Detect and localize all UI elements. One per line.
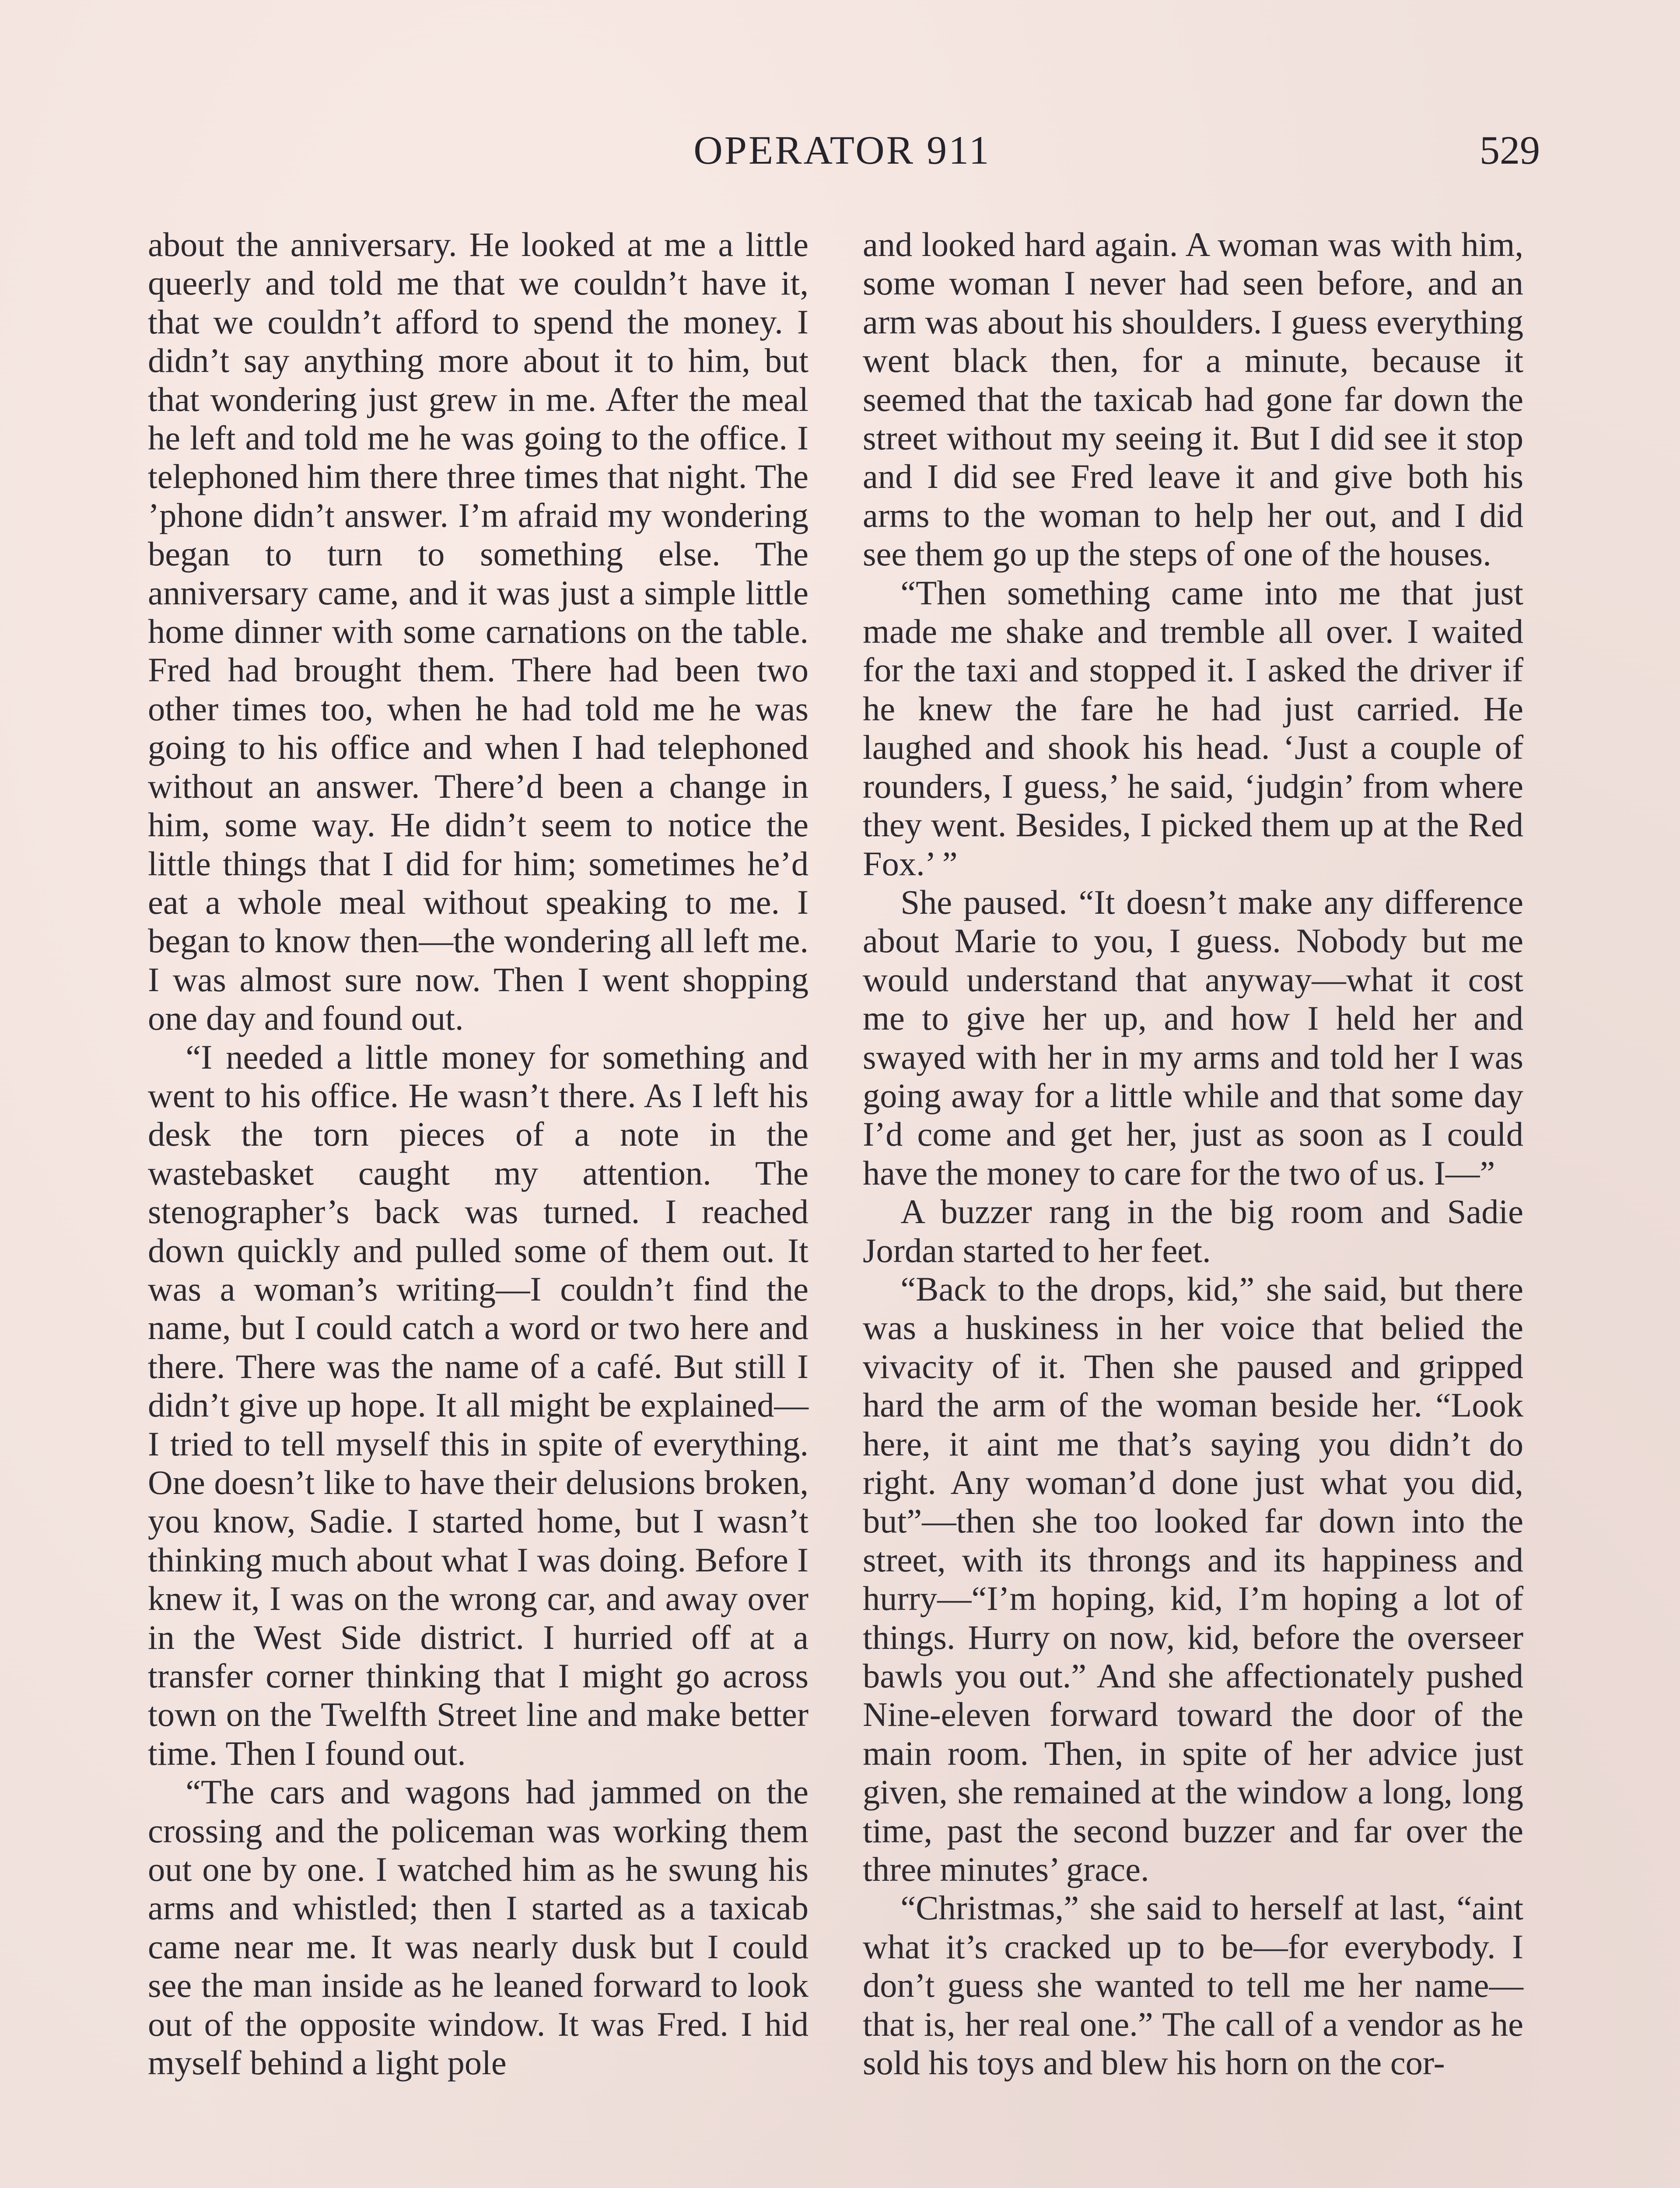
running-header: [144, 127, 1540, 188]
paragraph: “The cars and wagons had jammed on the crossing and the policeman was working them out one by one. I watched him as he swung his arms and whistled; then I started as a taxicab came near me. It was nearly dusk but I could see the man inside as he leaned forward to look out of the opposite window. It was Fred. I hid myself behind a light pole: [148, 1773, 808, 2082]
page-number: 529: [1480, 128, 1540, 172]
paragraph: “I needed a little money for something and went to his office. He wasn’t there. As I left his desk the torn pieces of a note in the wastebasket caught my attention. The stenographer’s back was turned. I reached down quickly and pulled some of them out. It was a woman’s writing—I couldn’t find the name, but I could catch a word or two here and there. There was the name of a café. But still I didn’t give up hope. It all might be explained—I tried to tell myself this in spite of everything. One doesn’t like to have their delusions broken, you know, Sadie. I started home, but I wasn’t thinking much about what I was doing. Before I knew it, I was on the wrong car, and away over in the West Side district. I hurried off at a transfer corner thinking that I might go across town on the Twelfth Street line and make better time. Then I found out.: [148, 1038, 808, 1772]
paragraph: A buzzer rang in the big room and Sadie Jordan started to her feet.: [863, 1192, 1523, 1269]
paragraph: “Back to the drops, kid,” she said, but there was a huskiness in her voice that belied the vivacity of it. Then she paused and gripped hard the arm of the woman beside her. “Look here, it aint me that’s saying you didn’t do right. Any woman’d done just what you did, but”—then she too looked far down into the street, with its throngs and its happiness and hurry—“I’m hoping, kid, I’m hoping a lot of things. Hurry on now, kid, before the overseer bawls you out.” And she affectionately pushed Nine-eleven forward toward the door of the main room. Then, in spite of her advice just given, she remained at the window a long, long time, past the second buzzer and far over the three minutes’ grace.: [863, 1269, 1523, 1889]
paragraph: “Christmas,” she said to herself at last, “aint what it’s cracked up to be—for everybody. I don’t guess she wanted to tell me her name—that is, her real one.” The call of a vendor as he sold his toys and blew his horn on the cor-: [863, 1889, 1523, 2082]
paragraph: She paused. “It doesn’t make any difference about Marie to you, I guess. Nobody but me would understand that anyway—what it cost me to give her up, and how I held her and swayed with her in my arms and told her I was going away for a little while and that some day I’d come and get her, just as soon as I could have the money to care for the two of us. I—”: [863, 883, 1523, 1192]
paragraph: and looked hard again. A woman was with him, some woman I never had seen before, and an arm was about his shoulders. I guess everything went black then, for a minute, because it seemed that the taxicab had gone far down the street without my seeing it. But I did see it stop and I did see Fred leave it and give both his arms to the woman to help her out, and I did see them go up the steps of one of the houses.: [863, 225, 1523, 573]
story-title: OPERATOR 911: [693, 128, 991, 172]
paragraph: about the anniversary. He looked at me a little queerly and told me that we couldn’t have it, that we couldn’t afford to spend the money. I didn’t say anything more about it to him, but that wondering just grew in me. After the meal he left and told me he was going to the office. I telephoned him there three times that night. The ’phone didn’t answer. I’m afraid my wondering began to turn to something else. The anniversary came, and it was just a simple little home dinner with some carnations on the table. Fred had brought them. There had been two other times too, when he had told me he was going to his office and when I had telephoned without an answer. There’d been a change in him, some way. He didn’t seem to notice the little things that I did for him; sometimes he’d eat a whole meal without speaking to me. I began to know then—the wondering all left me. I was almost sure now. Then I went shopping one day and found out.: [148, 225, 808, 1038]
right-text-column: [863, 225, 1523, 2083]
left-text-column: [148, 225, 808, 2083]
paragraph: “Then something came into me that just made me shake and tremble all over. I waited for the taxi and stopped it. I asked the driver if he knew the fare he had just carried. He laughed and shook his head. ‘Just a couple of rounders, I guess,’ he said, ‘judgin’ from where they went. Besides, I picked them up at the Red Fox.’ ”: [863, 573, 1523, 883]
